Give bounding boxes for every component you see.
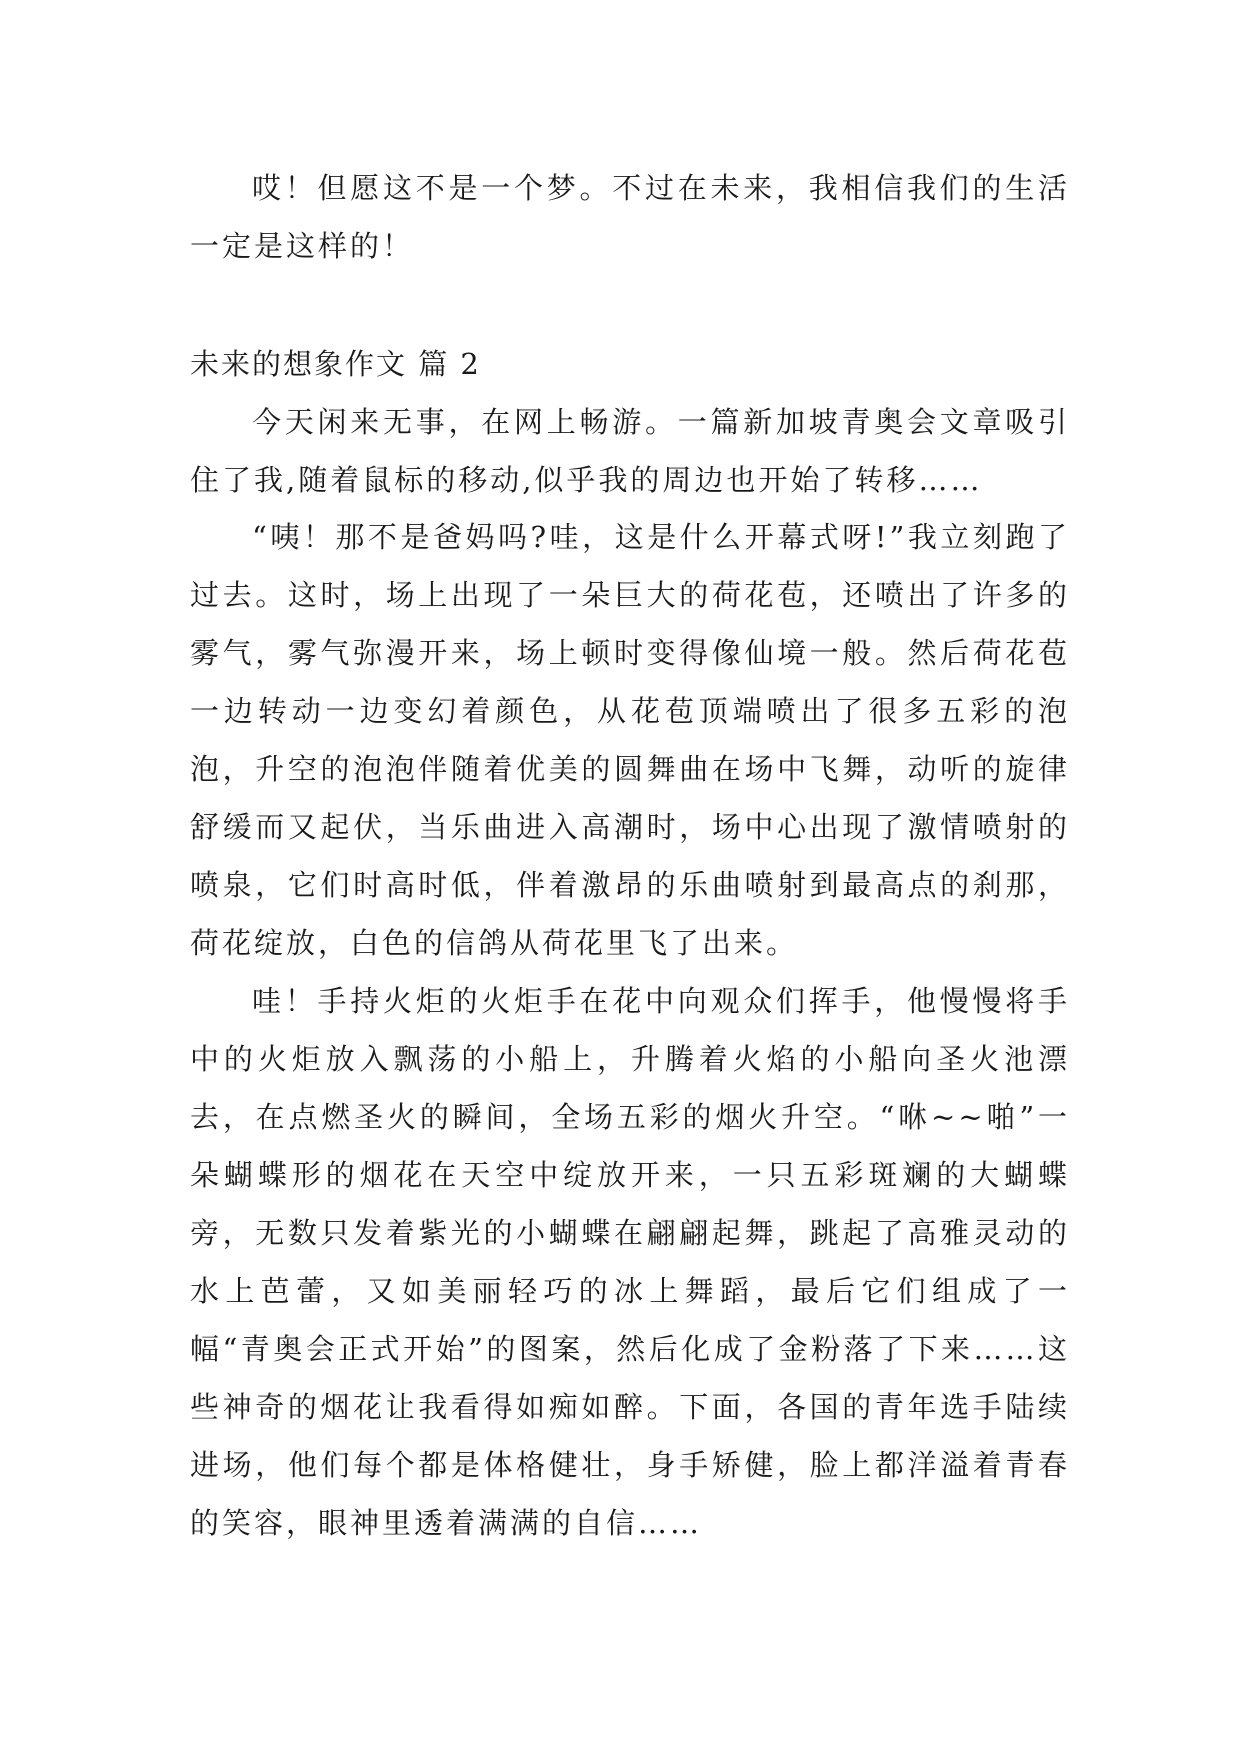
paragraph-closing-previous: 哎！但愿这不是一个梦。不过在未来，我相信我们的生活一定是这样的！ bbox=[190, 171, 1070, 263]
paragraph-torch-fireworks: 哇！手持火炬的火炬手在花中向观众们挥手，他慢慢将手中的火炬放入飘荡的小船上，升腾着火焰的小船向圣火池漂去，在点燃圣火的瞬间，全场五彩的烟火升空。“咻~~啪”一朵蝴蝶形的烟花在天空中绽放开来，一只五彩斑斓的大蝴蝶旁，无数只发着紫光的小蝴蝶在翩翩起舞，跳起了高雅灵动的水上芭蕾，又如美丽轻巧的冰上舞蹈，最后它们组成了一幅“青奥会正式开始”的图案，然后化成了金粉落了下来……这些神奇的烟花让我看得如痴如醉。下面，各国的青年选手陆续进场，他们每个都是体格健壮，身手矫健，脸上都洋溢着青春的笑容，眼神里透着满满的自信…… bbox=[190, 984, 1070, 1540]
paragraph-opening-ceremony: “咦！那不是爸妈吗?哇，这是什么开幕式呀!”我立刻跑了过去。这时，场上出现了一朵巨大的荷花苞，还喷出了许多的雾气，雾气弥漫开来，场上顿时变得像仙境一般。然后荷花苞一边转动一边变幻着颜色，从花苞顶端喷出了很多五彩的泡泡，升空的泡泡伴随着优美的圆舞曲在场中飞舞，动听的旋律舒缓而又起伏，当乐曲进入高潮时，场中心出现了激情喷射的喷泉，它们时高时低，伴着激昂的乐曲喷射到最高点的刹那，荷花绽放，白色的信鸽从荷花里飞了出来。 bbox=[190, 520, 1070, 960]
section-title: 未来的想象作文 篇 2 bbox=[190, 347, 481, 381]
paragraph-intro: 今天闲来无事，在网上畅游。一篇新加坡青奥会文章吸引住了我,随着鼠标的移动,似乎我的周边也开始了转移…… bbox=[190, 405, 1070, 497]
